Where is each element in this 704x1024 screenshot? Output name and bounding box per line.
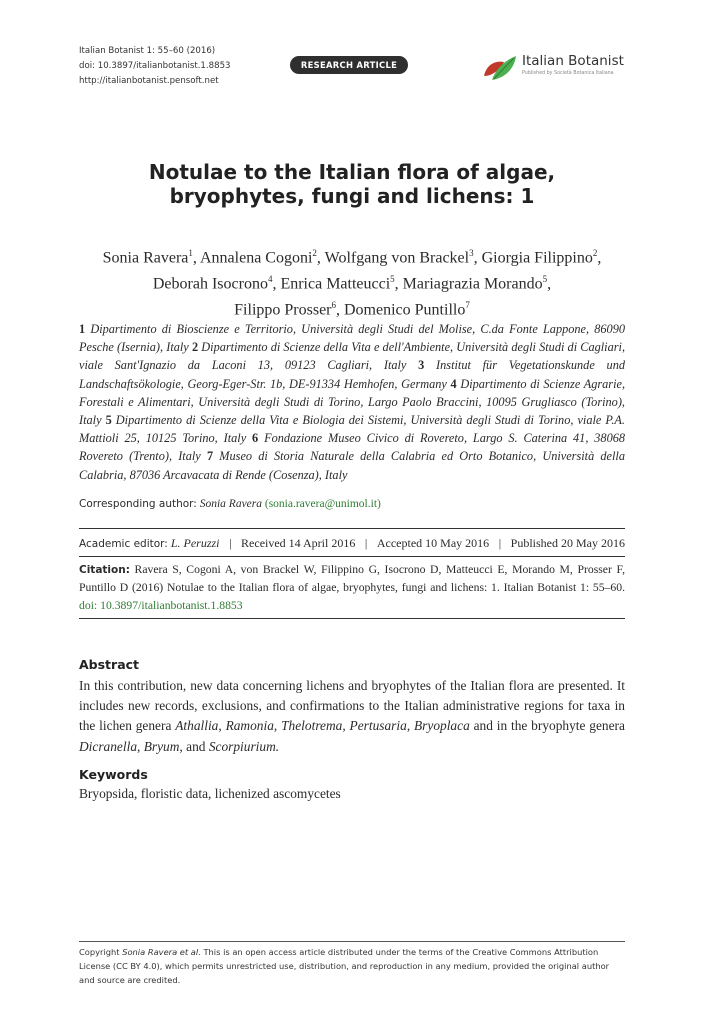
title-line-1: Notulae to the Italian flora of algae,: [148, 160, 556, 184]
accepted-date: Accepted 10 May 2016: [376, 536, 490, 550]
genus-name: Scorpiurium.: [208, 738, 280, 754]
author-affiliation-mark: 3: [469, 248, 474, 258]
abstract-text: and: [186, 738, 209, 754]
genus-name: Dicranella: [79, 738, 138, 754]
genus-name: Ramonia: [225, 718, 274, 734]
corresponding-email[interactable]: (sonia.ravera@unimol.it): [264, 498, 381, 510]
journal-citation-line: Italian Botanist 1: 55–60 (2016): [79, 46, 216, 56]
separator: |: [498, 536, 502, 550]
keywords-heading: Keywords: [79, 767, 148, 782]
article-type-badge: RESEARCH ARTICLE: [290, 56, 408, 74]
corresponding-name: Sonia Ravera: [199, 498, 262, 510]
author-list: Sonia Ravera$^1$, Annalena Cogoni$^2$, Wolfgang von Brackel$^3$, Giorgia Filippino$^2$, Deborah Isocrono$^4$, Enrica Matteucci$^5$, Mariagrazia Morando$^5$, Filippo Prosser$^6$, Domenico Puntillo$^7$: [102, 248, 602, 318]
author-name: Deborah Isocrono: [152, 275, 268, 293]
author-name: Giorgia Filippino: [481, 249, 593, 267]
journal-meta: [79, 44, 231, 89]
divider-mid: [79, 556, 625, 557]
journal-logo[interactable]: [482, 50, 632, 90]
doi-line[interactable]: doi: 10.3897/italianbotanist.1.8853: [79, 61, 231, 71]
received-date: Received 14 April 2016: [241, 536, 356, 550]
copyright-notice: [79, 945, 625, 987]
author-name: Enrica Matteucci: [280, 275, 391, 293]
leaf-logo-icon: [482, 52, 518, 84]
separator: |: [364, 536, 368, 550]
genus-name: Pertusaria: [349, 718, 407, 734]
brand-name: Italian Botanist: [522, 53, 624, 69]
affiliation-number: 1: [79, 322, 86, 336]
author-name: Mariagrazia Morando: [402, 275, 543, 293]
affiliation-number: 3: [418, 358, 425, 373]
footer-divider: [79, 941, 625, 942]
affiliation-text: Dipartimento di Scienze Agrarie, Forestali e Alimentari, Università degli Studi di Torino, Largo Paolo Braccini, 10095 Grugliasco (Torino), Italy: [79, 376, 626, 428]
journal-url[interactable]: http://italianbotanist.pensoft.net: [79, 76, 219, 86]
author-affiliation-mark: 2: [312, 248, 317, 258]
affiliation-number: 7: [206, 449, 214, 464]
divider-top: [79, 528, 625, 529]
author-name: Filippo Prosser: [234, 300, 332, 318]
divider-bottom: [79, 618, 625, 619]
separator: |: [229, 536, 232, 550]
citation-text: Ravera S, Cogoni A, von Brackel W, Filippino G, Isocrono D, Matteucci E, Morando M, Prosser F, Puntillo D (2016) Notulae to the Italian flora of algae, bryophytes, fungi and lichens: 1. Italian Botanist 1: 55–60.: [79, 563, 625, 595]
published-date: Published 20 May 2016: [510, 536, 625, 550]
title-line-2: bryophytes, fungi and lichens: 1: [169, 184, 535, 208]
author-affiliation-mark: 5: [390, 273, 395, 284]
author-affiliation-mark: 6: [331, 299, 336, 310]
affiliation-number: 6: [252, 431, 259, 446]
genus-name: Bryum: [143, 738, 180, 754]
genus-name: Bryoplaca: [413, 718, 470, 734]
author-name: Domenico Puntillo: [344, 300, 466, 318]
author-affiliation-mark: 1: [188, 248, 193, 258]
affiliation-text: Dipartimento di Scienze della Vita e Biologia dei Sistemi, Università degli Studi di Torino, viale P.A. Mattioli 25, 10125 Torino, Italy: [79, 413, 625, 446]
corresponding-author: [79, 498, 381, 510]
author-affiliation-mark: 7: [465, 299, 470, 310]
abstract-text: In this contribution, new data concerning lichens and bryophytes of the Italian flora are presented. It includes new records, exclusions, and confirmations to the Italian administrative regions for taxa in the lichen genera: [79, 678, 625, 734]
genus-name: Athallia: [175, 718, 219, 734]
citation: [79, 561, 625, 616]
affiliation-number: 4: [450, 376, 457, 391]
corresponding-label: Corresponding author:: [79, 498, 197, 510]
affiliation-text: Dipartimento di Bioscienze e Territorio, Università degli Studi del Molise, C.da Fonte Lappone, 86090 Pesche (Isernia), Italy: [79, 322, 625, 355]
copyright-holder: Sonia Ravera et al.: [122, 947, 201, 957]
affiliation-text: Institut für Vegetationskunde und Landschaftsökologie, Georg-Eger-Str. 1b, DE-91334 Hemhofen, Germany: [79, 358, 625, 391]
abstract-heading: Abstract: [79, 657, 140, 672]
keywords-text: Bryopsida, floristic data, lichenized ascomycetes: [79, 786, 341, 801]
author-affiliation-mark: 2: [592, 248, 598, 258]
affiliation-number: 5: [105, 413, 112, 428]
abstract-text: and in the bryophyte genera: [473, 718, 625, 734]
author-name: Wolfgang von Brackel: [324, 249, 470, 267]
license-text: This is an open access article distributed under the terms of the Creative Commons Attribution License (CC BY 4.0), which permits unrestricted use, distribution, and reproduction in any medium, provided the original author and source are credited.: [79, 947, 610, 985]
citation-doi[interactable]: doi: 10.3897/italianbotanist.1.8853: [79, 599, 243, 613]
author-name: Annalena Cogoni: [200, 249, 313, 267]
brand-subtitle: Published by Società Botanica Italiana: [522, 71, 614, 76]
affiliation-number: 2: [191, 340, 199, 355]
citation-label: Citation:: [79, 564, 130, 576]
editor-label: Academic editor:: [79, 538, 168, 550]
editorial-info: [79, 536, 625, 551]
affiliation-text: Fondazione Museo Civico di Rovereto, Largo S. Caterina 41, 38068 Rovereto (Trento), Italy: [79, 431, 626, 464]
author-name: Sonia Ravera: [102, 249, 189, 267]
copyright-prefix: Copyright: [79, 947, 120, 957]
editor-name: L. Peruzzi: [170, 536, 220, 550]
article-title: [79, 160, 625, 208]
genus-name: Thelotrema: [281, 718, 343, 734]
affiliation-text: Dipartimento di Scienze della Vita e dell'Ambiente, Università degli Studi di Cagliari, viale Sant'Ignazio da Laconi 13, 09123 Cagliari, Italy: [79, 340, 626, 373]
abstract-body: In this contribution, new data concerning lichens and bryophytes of the Italian flora are presented. It includes new records, exclusions, and confirmations to the Italian administrative regions for taxa in the lichen genera Athallia, Ramonia, Thelotrema, Pertusaria, Bryoplaca and in the bryophyte genera Dicranella, Bryum, and Scorpiurium.: [79, 678, 625, 754]
author-affiliation-mark: 4: [267, 273, 273, 284]
affiliations: [79, 320, 625, 484]
author-affiliation-mark: 5: [542, 273, 548, 284]
affiliation-text: Museo di Storia Naturale della Calabria ed Orto Botanico, Università della Calabria, 87036 Arcavacata di Rende (Cosenza), Italy: [79, 449, 625, 482]
